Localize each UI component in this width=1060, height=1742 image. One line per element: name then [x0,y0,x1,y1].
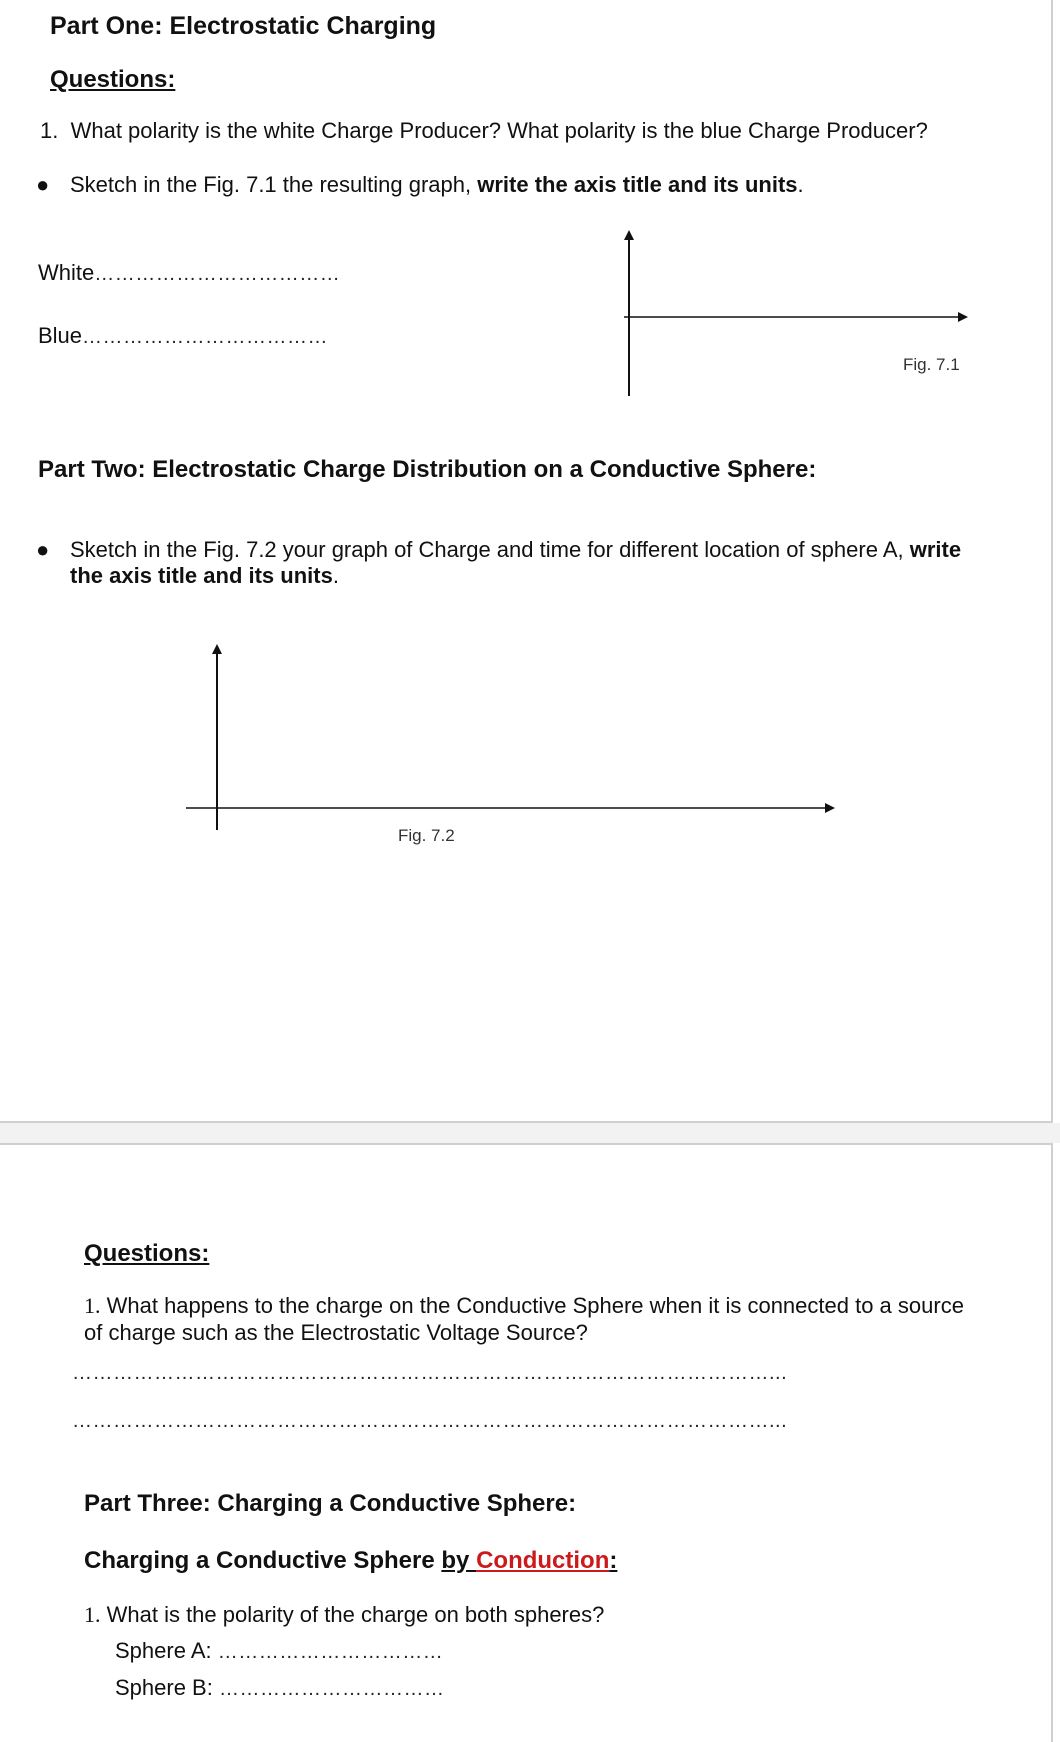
page-two [0,1143,1053,1742]
question-1-text: What polarity is the white Charge Producer? What polarity is the blue Charge Producer? [70,118,928,143]
sphere-a-answer [115,1638,443,1664]
subheading-conduction: Conduction [476,1547,610,1574]
subheading-colon: : [609,1547,618,1574]
fig-7-1-x-arrow-icon [958,312,968,322]
subheading-by: by [441,1547,477,1574]
fig-7-2-x-arrow-icon [825,803,835,813]
bullet-1-bold: write the axis title and its units [477,172,798,197]
fig-7-2-y-arrow-icon [212,644,222,654]
question-3 [84,1602,604,1628]
white-answer [38,260,340,286]
bullet-2-end: . [332,563,339,588]
fig-7-2-caption: Fig. 7.2 [398,826,455,845]
page-gap [0,1123,1060,1143]
bullet-2-bold-2: the axis title and its units [70,563,333,588]
questions-heading: Questions: [50,66,176,93]
part-two-title: Part Two: Electrostatic Charge Distribution on a Conductive Sphere: [38,456,817,483]
question-2-number: 1. [84,1293,101,1318]
answer-line-1: …………………………………………………………………………………………... [72,1362,788,1384]
fig-7-2-axes [180,640,840,840]
bullet-2-line-2 [70,563,339,589]
bullet-1-end: . [797,172,804,197]
question-2-line-2: of charge such as the Electrostatic Voltage Source? [84,1320,588,1345]
answer-line-2: …………………………………………………………………………………………... [72,1410,788,1432]
fig-7-1-y-arrow-icon [624,230,634,240]
question-2-text: What happens to the charge on the Conductive Sphere when it is connected to a source [100,1293,964,1318]
sphere-b-dots: …………………………… [218,1678,445,1700]
questions-heading-2: Questions: [84,1240,210,1267]
sphere-b-answer [115,1675,444,1701]
bullet-1-text: Sketch in the Fig. 7.1 the resulting graph, [70,172,478,197]
question-3-text: What is the polarity of the charge on both spheres? [100,1602,605,1627]
blue-dots: ……………………………… [82,326,329,348]
white-label: White [38,260,95,285]
bullet-2-bold: write [909,537,962,562]
subheading-text: Charging a Conductive Sphere [84,1547,442,1574]
white-dots: ……………………………… [94,263,341,285]
sphere-a-dots: …………………………… [217,1641,444,1663]
question-2-line-1 [84,1293,964,1319]
bullet-dot-2: ● [36,537,50,562]
sphere-a-label: Sphere A: [115,1638,212,1663]
conduction-subheading [84,1547,617,1575]
bullet-dot: ● [36,172,50,197]
question-1 [40,118,928,144]
bullet-1 [70,172,804,198]
sphere-b-label: Sphere B: [115,1675,213,1700]
part-three-title: Part Three: Charging a Conductive Sphere: [84,1490,577,1517]
blue-label: Blue [38,323,83,348]
question-3-number: 1. [84,1602,101,1627]
bullet-2-text: Sketch in the Fig. 7.2 your graph of Charge and time for different location of sphere A, [70,537,910,562]
part-one-title: Part One: Electrostatic Charging [50,12,437,40]
bullet-2-line-1 [70,537,961,563]
question-1-number: 1. [40,118,59,143]
fig-7-1-caption: Fig. 7.1 [903,355,960,374]
blue-answer [38,323,328,349]
